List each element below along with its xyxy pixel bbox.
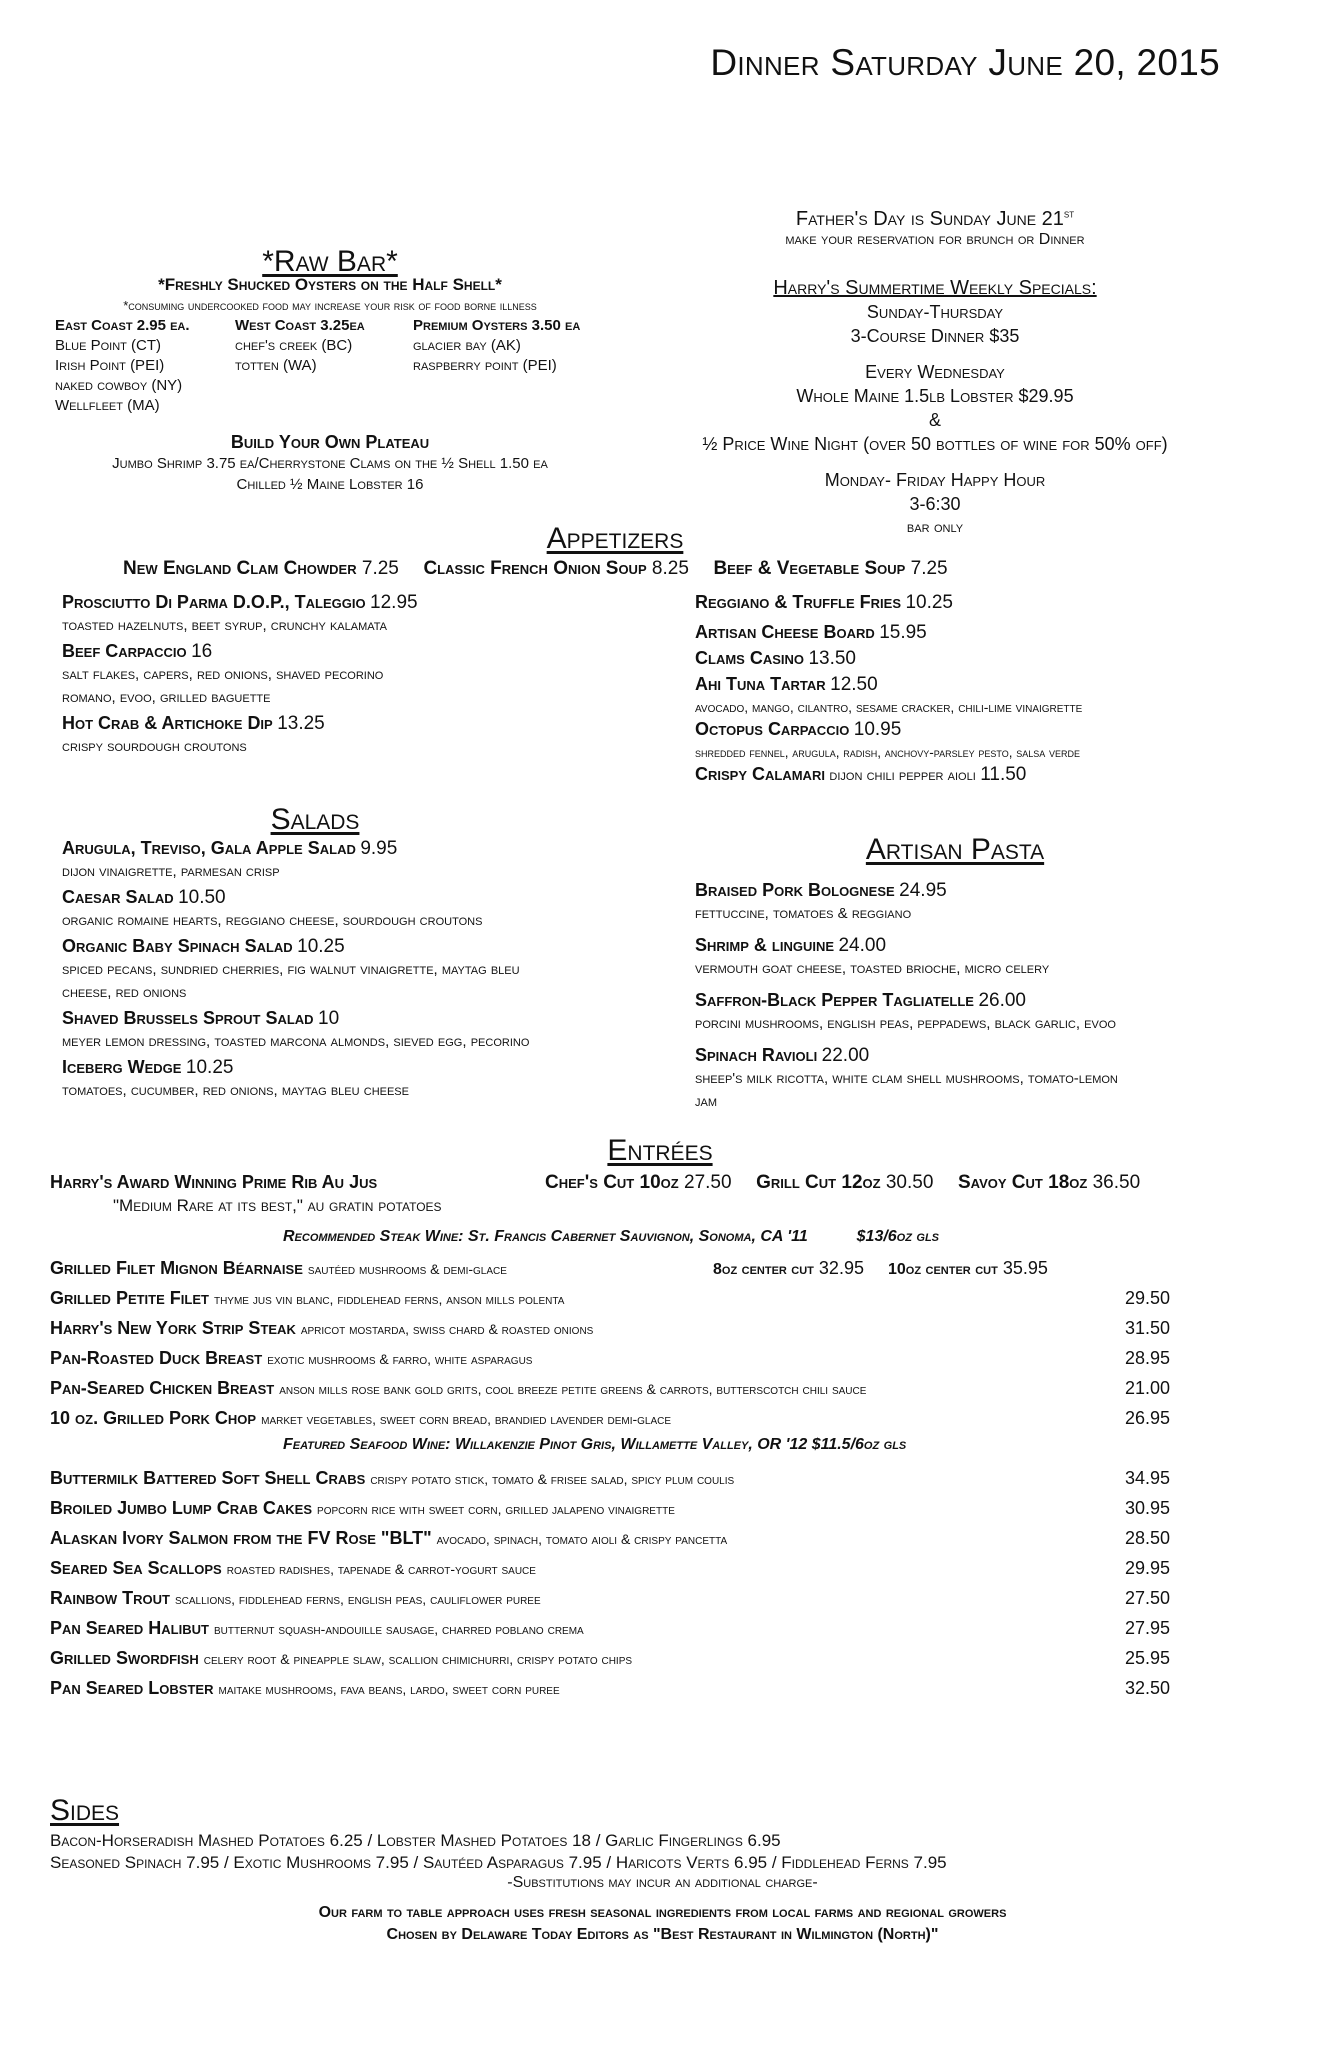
item-desc: scallions, fiddlehead ferns, english peas, cauliflower puree xyxy=(175,1591,541,1607)
cut-name: Savoy Cut 18oz xyxy=(957,1172,1088,1193)
item-name: Alaskan Ivory Salmon from the FV Rose "BLT" xyxy=(50,1528,432,1548)
item-desc: tomatoes, cucumber, red onions, maytag bleu cheese xyxy=(62,1082,409,1099)
item-desc: avocado, mango, cilantro, sesame cracker, chili-lime vinaigrette xyxy=(695,699,1083,715)
item-desc: crispy potato stick, tomato & frisee salad, spicy plum coulis xyxy=(370,1471,735,1487)
cut-name: Grill Cut 12oz xyxy=(756,1172,881,1193)
entree-row xyxy=(50,1288,564,1309)
summer-specials xyxy=(670,276,1200,540)
menu-item xyxy=(62,1008,682,1030)
item-desc: sautéed mushrooms & demi-glace xyxy=(307,1261,507,1277)
entree-price: 30.95 xyxy=(1125,1498,1171,1518)
prime-rib-quote: "Medium Rare at its best," au gratin potatoes xyxy=(113,1196,442,1215)
menu-item xyxy=(62,1057,682,1079)
oyster-item: raspberry point (PEI) xyxy=(413,357,557,374)
entree-row xyxy=(50,1378,866,1399)
entree-price: 32.50 xyxy=(1125,1678,1171,1698)
menu-item xyxy=(695,990,1255,1012)
prime-rib-label: Harry's Award Winning Prime Rib Au Jus xyxy=(50,1172,378,1192)
item-price: 10.25 xyxy=(905,592,953,613)
oyster-item: Blue Point (CT) xyxy=(55,337,162,354)
entree-row xyxy=(50,1348,532,1369)
oyster-item: totten (WA) xyxy=(235,357,317,374)
sun-thu-text: 3-Course Dinner $35 xyxy=(850,326,1020,346)
fathers-day-title-sup: st xyxy=(1063,208,1075,221)
item-name: Artisan Cheese Board xyxy=(695,622,875,642)
entree-price: 25.95 xyxy=(1125,1648,1171,1668)
item-desc: organic romaine hearts, reggiano cheese, sourdough croutons xyxy=(62,912,483,929)
salads-list xyxy=(62,838,682,1102)
fathers-day-block xyxy=(670,208,1200,249)
entree-price: 27.50 xyxy=(1125,1588,1171,1608)
filet-row xyxy=(50,1258,507,1279)
sun-thu-label: Sunday-Thursday xyxy=(866,302,1004,322)
cut-name: Chef's Cut 10oz xyxy=(545,1172,679,1193)
menu-item xyxy=(695,764,1255,786)
west-coast-heading: West Coast 3.25ea xyxy=(235,317,365,334)
seafood-wine: Featured Seafood Wine: Willakenzie Pinot Gris, Willamette Valley, OR '12 $11.5/6oz gls xyxy=(283,1436,907,1453)
soups-line xyxy=(123,558,948,580)
footer-line: Chosen by Delaware Today Editors as "Best Restaurant in Wilmington (North)" xyxy=(386,1926,939,1943)
menu-item xyxy=(62,936,682,958)
appetizers-left xyxy=(62,592,662,758)
sides-title: Sides xyxy=(50,1794,120,1827)
steak-wine-price: $13/6oz gls xyxy=(856,1228,940,1245)
item-desc: sheep's milk ricotta, white clam shell mushrooms, tomato-lemon xyxy=(695,1070,1118,1087)
item-price: 13.25 xyxy=(277,713,325,734)
raw-bar-warning: *consuming undercooked food may increase your risk of food borne illness xyxy=(123,298,537,313)
filet-opt1-price: 32.95 xyxy=(818,1258,864,1278)
cut-price: 30.50 xyxy=(885,1172,934,1193)
substitutions-note: -Substitutions may incur an additional charge- xyxy=(507,1874,818,1891)
soup-name: New England Clam Chowder xyxy=(123,558,357,579)
item-name: Arugula, Treviso, Gala Apple Salad xyxy=(62,838,356,858)
item-name: Pan Seared Halibut xyxy=(50,1618,209,1638)
item-desc: roasted radishes, tapenade & carrot-yogurt sauce xyxy=(226,1561,536,1577)
entree-price: 21.00 xyxy=(1125,1378,1171,1398)
item-name: Braised Pork Bolognese xyxy=(695,880,895,900)
prime-rib-cuts xyxy=(545,1172,1140,1194)
menu-item xyxy=(695,719,1255,741)
item-name: Caesar Salad xyxy=(62,887,174,907)
entree-row xyxy=(50,1528,727,1549)
item-desc: vermouth goat cheese, toasted brioche, micro celery xyxy=(695,960,1050,977)
entrees-title: Entrées xyxy=(607,1134,713,1167)
item-name: Iceberg Wedge xyxy=(62,1057,182,1077)
east-coast-heading: East Coast 2.95 ea. xyxy=(55,317,190,334)
filet-options xyxy=(713,1258,1048,1279)
item-price: 24.00 xyxy=(838,935,887,956)
menu-item xyxy=(62,713,662,735)
wed-line2: ½ Price Wine Night (over 50 bottles of wine for 50% off) xyxy=(702,434,1168,454)
entree-row xyxy=(50,1618,584,1639)
filet-opt2-price: 35.95 xyxy=(1002,1258,1048,1278)
oyster-item: chef's creek (BC) xyxy=(235,337,353,354)
item-name: Reggiano & Truffle Fries xyxy=(695,592,901,612)
item-name: Shrimp & linguine xyxy=(695,935,835,955)
item-desc: toasted hazelnuts, beet syrup, crunchy kalamata xyxy=(62,617,388,634)
entree-price: 34.95 xyxy=(1125,1468,1171,1488)
item-desc: avocado, spinach, tomato aioli & crispy pancetta xyxy=(436,1531,728,1547)
summer-specials-title: Harry's Summertime Weekly Specials: xyxy=(773,277,1097,299)
item-price: 11.50 xyxy=(980,764,1027,785)
menu-item xyxy=(62,887,682,909)
footer xyxy=(0,1902,1325,1946)
entree-row xyxy=(50,1408,671,1429)
soup-name: Classic French Onion Soup xyxy=(423,558,647,579)
entree-price: 28.95 xyxy=(1125,1348,1171,1368)
item-name: Clams Casino xyxy=(695,648,804,668)
item-name: Broiled Jumbo Lump Crab Cakes xyxy=(50,1498,313,1518)
happy-hour-label: Monday- Friday Happy Hour xyxy=(824,470,1046,490)
entree-price: 31.50 xyxy=(1125,1318,1171,1338)
item-price: 10 xyxy=(318,1008,340,1029)
item-price: 10.25 xyxy=(297,936,345,957)
cut-price: 27.50 xyxy=(684,1172,732,1193)
salads-title: Salads xyxy=(270,803,360,836)
item-desc: porcini mushrooms, english peas, peppadews, black garlic, evoo xyxy=(695,1015,1116,1032)
menu-item xyxy=(62,641,662,663)
item-name: Beef Carpaccio xyxy=(62,641,187,661)
item-desc: thyme jus vin blanc, fiddlehead ferns, anson mills polenta xyxy=(213,1291,565,1307)
menu-item xyxy=(695,880,1255,902)
steak-wine-text: Recommended Steak Wine: St. Francis Cabernet Sauvignon, Sonoma, CA '11 xyxy=(283,1228,808,1245)
item-desc: jam xyxy=(695,1093,717,1110)
entree-price: 29.50 xyxy=(1125,1288,1171,1308)
item-desc: fettuccine, tomatoes & reggiano xyxy=(695,905,912,922)
filet-opt1-name: 8oz center cut xyxy=(713,1261,814,1278)
item-desc: exotic mushrooms & farro, white asparagus xyxy=(267,1351,533,1367)
item-price: 9.95 xyxy=(360,838,398,859)
entree-row xyxy=(50,1498,675,1519)
raw-bar-title: *Raw Bar* xyxy=(262,245,398,278)
item-mid-desc: dijon chili pepper aioli xyxy=(829,767,976,784)
wed-line1: Whole Maine 1.5lb Lobster $29.95 xyxy=(796,386,1074,406)
item-desc: salt flakes, capers, red onions, shaved pecorino xyxy=(62,666,384,683)
menu-item xyxy=(695,622,1255,644)
menu-item xyxy=(62,592,662,614)
plateau-line2: Chilled ½ Maine Lobster 16 xyxy=(236,476,424,493)
item-name: Prosciutto Di Parma D.O.P., Taleggio xyxy=(62,592,366,612)
soup-name: Beef & Vegetable Soup xyxy=(713,558,906,579)
item-name: Buttermilk Battered Soft Shell Crabs xyxy=(50,1468,366,1488)
item-desc: cheese, red onions xyxy=(62,984,187,1001)
item-desc: spiced pecans, sundried cherries, fig walnut vinaigrette, maytag bleu xyxy=(62,961,520,978)
item-name: Spinach Ravioli xyxy=(695,1045,818,1065)
raw-bar-premium xyxy=(413,316,580,376)
item-price: 10.25 xyxy=(185,1057,234,1078)
item-price: 26.00 xyxy=(978,990,1026,1011)
happy-hour-time: 3-6:30 xyxy=(909,494,961,514)
item-name: Grilled Swordfish xyxy=(50,1648,199,1668)
prime-rib-name xyxy=(50,1172,377,1193)
item-name: Grilled Petite Filet xyxy=(50,1288,209,1308)
entree-row xyxy=(50,1468,734,1489)
item-desc: dijon vinaigrette, parmesan crisp xyxy=(62,863,280,880)
item-name: Seared Sea Scallops xyxy=(50,1558,222,1578)
entree-row xyxy=(50,1558,536,1579)
pasta-list xyxy=(695,880,1255,1113)
happy-hour-note: bar only xyxy=(906,519,964,536)
entree-price: 27.95 xyxy=(1125,1618,1171,1638)
soup-price: 8.25 xyxy=(651,558,689,579)
item-name: Harry's New York Strip Steak xyxy=(50,1318,296,1338)
item-price: 24.95 xyxy=(899,880,947,901)
item-name: Pan Seared Lobster xyxy=(50,1678,214,1698)
plateau-line1: Jumbo Shrimp 3.75 ea/Cherrystone Clams on the ½ Shell 1.50 ea xyxy=(112,455,548,472)
entree-row xyxy=(50,1678,560,1699)
item-name: Pan-Seared Chicken Breast xyxy=(50,1378,275,1398)
menu-item xyxy=(695,935,1255,957)
item-desc: anson mills rose bank gold grits, cool breeze petite greens & carrots, butterscotch chili sauce xyxy=(279,1381,867,1397)
wed-amp: & xyxy=(928,410,941,430)
entree-row xyxy=(50,1588,541,1609)
item-name: Pan-Roasted Duck Breast xyxy=(50,1348,263,1368)
item-price: 13.50 xyxy=(808,648,856,669)
item-price: 15.95 xyxy=(879,622,927,643)
appetizers-right xyxy=(695,592,1255,786)
item-price: 10.50 xyxy=(178,887,226,908)
menu-item xyxy=(695,648,1255,670)
plateau-title: Build Your Own Plateau xyxy=(230,432,430,452)
menu-item xyxy=(62,838,682,860)
entree-price: 29.95 xyxy=(1125,1558,1171,1578)
oyster-item: Irish Point (PEI) xyxy=(55,357,165,374)
item-name: Rainbow Trout xyxy=(50,1588,170,1608)
item-price: 16 xyxy=(191,641,213,662)
item-desc: market vegetables, sweet corn bread, brandied lavender demi-glace xyxy=(261,1411,672,1427)
page-title: Dinner Saturday June 20, 2015 xyxy=(710,42,1220,83)
item-name: Ahi Tuna Tartar xyxy=(695,674,826,694)
item-name: 10 oz. Grilled Pork Chop xyxy=(50,1408,257,1428)
entree-row xyxy=(50,1648,632,1669)
sides-block xyxy=(50,1830,947,1874)
item-name: Saffron-Black Pepper Tagliatelle xyxy=(695,990,974,1010)
item-name: Octopus Carpaccio xyxy=(695,719,850,739)
item-desc: popcorn rice with sweet corn, grilled jalapeno vinaigrette xyxy=(317,1501,675,1517)
plateau-block xyxy=(60,432,600,495)
raw-bar-east xyxy=(55,316,190,416)
soup-price: 7.25 xyxy=(910,558,948,579)
item-desc: maitake mushrooms, fava beans, lardo, sweet corn puree xyxy=(218,1681,560,1697)
oyster-item: Wellfleet (MA) xyxy=(55,397,160,414)
item-name: Shaved Brussels Sprout Salad xyxy=(62,1008,314,1028)
entree-price: 28.50 xyxy=(1125,1528,1171,1548)
item-name: Hot Crab & Artichoke Dip xyxy=(62,713,273,733)
item-desc: shredded fennel, arugula, radish, anchovy-parsley pesto, salsa verde xyxy=(695,745,1081,760)
menu-item xyxy=(695,592,1255,614)
raw-bar-west xyxy=(235,316,365,376)
item-name: Grilled Filet Mignon Béarnaise xyxy=(50,1258,303,1278)
item-price: 12.95 xyxy=(370,592,418,613)
oyster-item: glacier bay (AK) xyxy=(413,337,521,354)
fathers-day-title: Father's Day is Sunday June 21 xyxy=(795,208,1064,230)
menu-item xyxy=(695,1045,1255,1067)
cut-price: 36.50 xyxy=(1092,1172,1141,1193)
entree-price: 26.95 xyxy=(1125,1408,1171,1428)
soup-price: 7.25 xyxy=(361,558,399,579)
item-desc: butternut squash-andouille sausage, charred poblano crema xyxy=(213,1621,584,1637)
steak-wine xyxy=(283,1228,939,1246)
item-desc: celery root & pineapple slaw, scallion chimichurri, crispy potato chips xyxy=(203,1651,633,1667)
item-price: 22.00 xyxy=(821,1045,870,1066)
raw-bar-subtitle: *Freshly Shucked Oysters on the Half Shell* xyxy=(158,275,502,294)
item-desc: crispy sourdough croutons xyxy=(62,738,247,755)
oyster-item: naked cowboy (NY) xyxy=(55,377,183,394)
item-desc: meyer lemon dressing, toasted marcona almonds, sieved egg, pecorino xyxy=(62,1033,530,1050)
item-price: 12.50 xyxy=(830,674,878,695)
menu-item xyxy=(695,674,1255,696)
item-name: Crispy Calamari xyxy=(695,764,825,784)
fathers-day-sub: make your reservation for brunch or Dinner xyxy=(785,231,1085,248)
item-desc: apricot mostarda, swiss chard & roasted onions xyxy=(300,1321,594,1337)
premium-heading: Premium Oysters 3.50 ea xyxy=(413,317,581,334)
pasta-title: Artisan Pasta xyxy=(865,833,1045,866)
sides-line: Bacon-Horseradish Mashed Potatoes 6.25 / Lobster Mashed Potatoes 18 / Garlic Fingerlings 6.95 xyxy=(50,1831,781,1850)
item-price: 10.95 xyxy=(853,719,902,740)
sides-line: Seasoned Spinach 7.95 / Exotic Mushrooms 7.95 / Sautéed Asparagus 7.95 / Haricots Verts 6.95 / Fiddlehead Ferns 7.95 xyxy=(50,1853,947,1872)
appetizers-title: Appetizers xyxy=(546,522,684,555)
item-desc: romano, evoo, grilled baguette xyxy=(62,689,271,706)
entree-row xyxy=(50,1318,593,1339)
footer-line: Our farm to table approach uses fresh seasonal ingredients from local farms and regional growers xyxy=(318,1904,1007,1921)
wed-label: Every Wednesday xyxy=(865,362,1005,382)
item-name: Organic Baby Spinach Salad xyxy=(62,936,293,956)
filet-opt2-name: 10oz center cut xyxy=(888,1261,998,1278)
